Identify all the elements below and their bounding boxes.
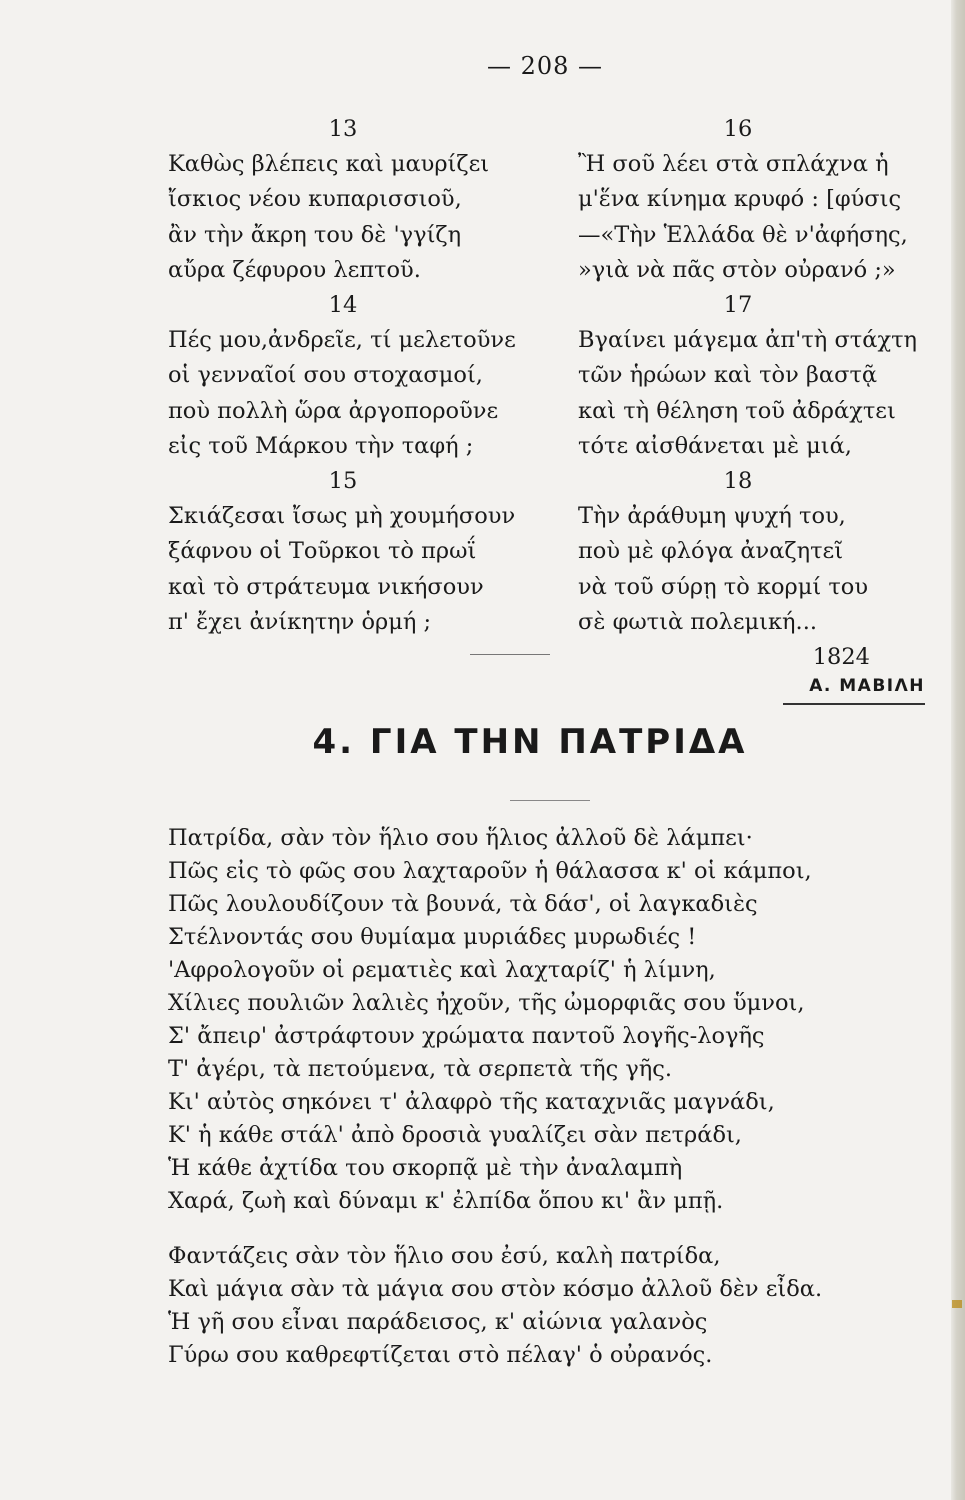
verse-line: καὶ τὸ στράτευμα νικήσουν <box>168 573 484 600</box>
verse-line: Στέλνοντάς σου θυμίαμα μυριάδες μυρωδιές ! <box>168 924 697 950</box>
verse-line: —«Τὴν Ἑλλάδα θὲ ν'ἀφήσης, <box>578 221 908 248</box>
stanza-number: 16 <box>723 116 753 142</box>
verse-line: ἴσκιος νέου κυπαρισσιοῦ, <box>168 186 462 213</box>
verse-line: ποὺ μὲ φλόγα ἀναζητεῖ <box>578 538 844 565</box>
verse-line: καὶ τὴ θέληση τοῦ ἀδράχτει <box>578 397 896 424</box>
stanza-number: 17 <box>723 292 753 319</box>
title-rule <box>510 800 590 801</box>
verse-line: Κ' ἡ κάθε στάλ' ἀπὸ δροσιὰ γυαλίζει σὰν πετράδι, <box>168 1122 742 1148</box>
verse-line: Καθὼς βλέπεις καὶ μαυρίζει <box>168 151 490 178</box>
verse-line: μ'ἕνα κίνημα κρυφό : [φύσις <box>578 186 902 213</box>
stanza-gap <box>168 1218 908 1240</box>
verse-line: »γιὰ νὰ πᾶς στὸν οὐρανό ;» <box>578 256 896 283</box>
verse-line: τῶν ἡρώων καὶ τὸν βαστᾷ <box>578 362 878 389</box>
verse-line: Ἡ κάθε ἀχτίδα του σκορπᾷ μὲ τὴν ἀναλαμπὴ <box>168 1155 683 1181</box>
verse-line: εἰς τοῦ Μάρκου τὴν ταφή ; <box>168 432 474 459</box>
verse-line: αὔρα ζέφυρου λεπτοῦ. <box>168 256 421 283</box>
verse-line: Πές μου,ἀνδρεῖε, τί μελετοῦνε <box>168 327 516 354</box>
verse-line: Πῶς λουλουδίζουν τὰ βουνά, τὰ δάσ', οἱ λαγκαδιὲς <box>168 891 758 917</box>
stanza-number: 18 <box>723 468 753 495</box>
page-tab-mark <box>952 1300 962 1308</box>
verse-line: Τὴν ἀράθυμη ψυχή του, <box>578 503 846 530</box>
verse-line: νὰ τοῦ σύρῃ τὸ κορμί του <box>578 573 868 600</box>
author-underline <box>783 703 925 705</box>
left-column <box>168 112 538 640</box>
verse-line: Χαρά, ζωὴ καὶ δύναμι κ' ἐλπίδα ὅπου κι' ἂν μπῇ. <box>168 1188 724 1214</box>
verse-line: Γύρω σου καθρεφτίζεται στὸ πέλαγ' ὁ οὐρανός. <box>168 1342 713 1368</box>
poem-title: 4. ΓΙΑ ΤΗΝ ΠΑΤΡΙΔΑ <box>312 722 748 762</box>
verse-line: Τ' ἀγέρι, τὰ πετούμενα, τὰ σερπετὰ τῆς γῆς. <box>168 1056 672 1082</box>
verse-line: 'Αφρολογοῦν οἱ ρεματιὲς καὶ λαχταρίζ' ἡ λίμνη, <box>168 957 716 983</box>
verse-line: π' ἔχει ἀνίκητην ὁρμή ; <box>168 608 432 635</box>
verse-line: τότε αἰσθάνεται μὲ μιά, <box>578 432 852 459</box>
verse-line: Βγαίνει μάγεμα ἀπ'τὴ στάχτη <box>578 327 918 354</box>
verse-line: Καὶ μάγια σὰν τὰ μάγια σου στὸν κόσμο ἀλλοῦ δὲν εἶδα. <box>168 1276 823 1302</box>
poem-date: 1824 <box>812 644 870 671</box>
verse-line: Ἡ γῆ σου εἶναι παράδεισος, κ' αἰώνια γαλανὸς <box>168 1309 708 1335</box>
stanza-number: 15 <box>328 468 358 495</box>
right-column <box>578 112 938 675</box>
author-name: Α. ΜΑΒΙΛΗ <box>809 676 925 696</box>
verse-line: Σ' ἄπειρ' ἀστράφτουν χρώματα παντοῦ λογῆς-λογῆς <box>168 1023 765 1049</box>
stanza-number: 14 <box>328 292 358 319</box>
verse-line: Χίλιες πουλιῶν λαλιὲς ἠχοῦν, τῆς ὠμορφιᾶς σου ὕμνοι, <box>168 990 805 1016</box>
verse-line: Πατρίδα, σὰν τὸν ἥλιο σου ἥλιος ἀλλοῦ δὲ λάμπει· <box>168 825 753 851</box>
verse-line: Ἢ σοῦ λέει στὰ σπλάχνα ἡ <box>578 151 889 178</box>
verse-line: ποὺ πολλὴ ὥρα ἀργοπορoῦνε <box>168 397 499 424</box>
page-number: — 208 — <box>486 52 604 80</box>
verse-line: ἂν τὴν ἄκρη του δὲ 'γγίζη <box>168 221 462 248</box>
verse-line: σὲ φωτιὰ πολεμική... <box>578 608 817 635</box>
verse-line: Κι' αὐτὸς σηκόνει τ' ἀλαφρὸ τῆς καταχνιᾶς μαγνάδι, <box>168 1089 775 1115</box>
verse-line: ξάφνου οἱ Τοῦρκοι τὸ πρωΐ <box>168 538 477 565</box>
verse-line: Σκιάζεσαι ἴσως μὴ χουμήσουν <box>168 503 516 530</box>
verse-line: Πῶς εἰς τὸ φῶς σου λαχταροῦν ἡ θάλασσα κ' οἱ κάμποι, <box>168 858 812 884</box>
poem-body <box>168 822 908 1372</box>
verse-line: Φαντάζεις σὰν τὸν ἥλιο σου ἐσύ, καλὴ πατρίδα, <box>168 1243 721 1269</box>
verse-line: οἱ γενναῖοί σου στοχασμοί, <box>168 362 483 389</box>
separator-rule <box>470 654 550 655</box>
stanza-number: 13 <box>328 116 358 142</box>
